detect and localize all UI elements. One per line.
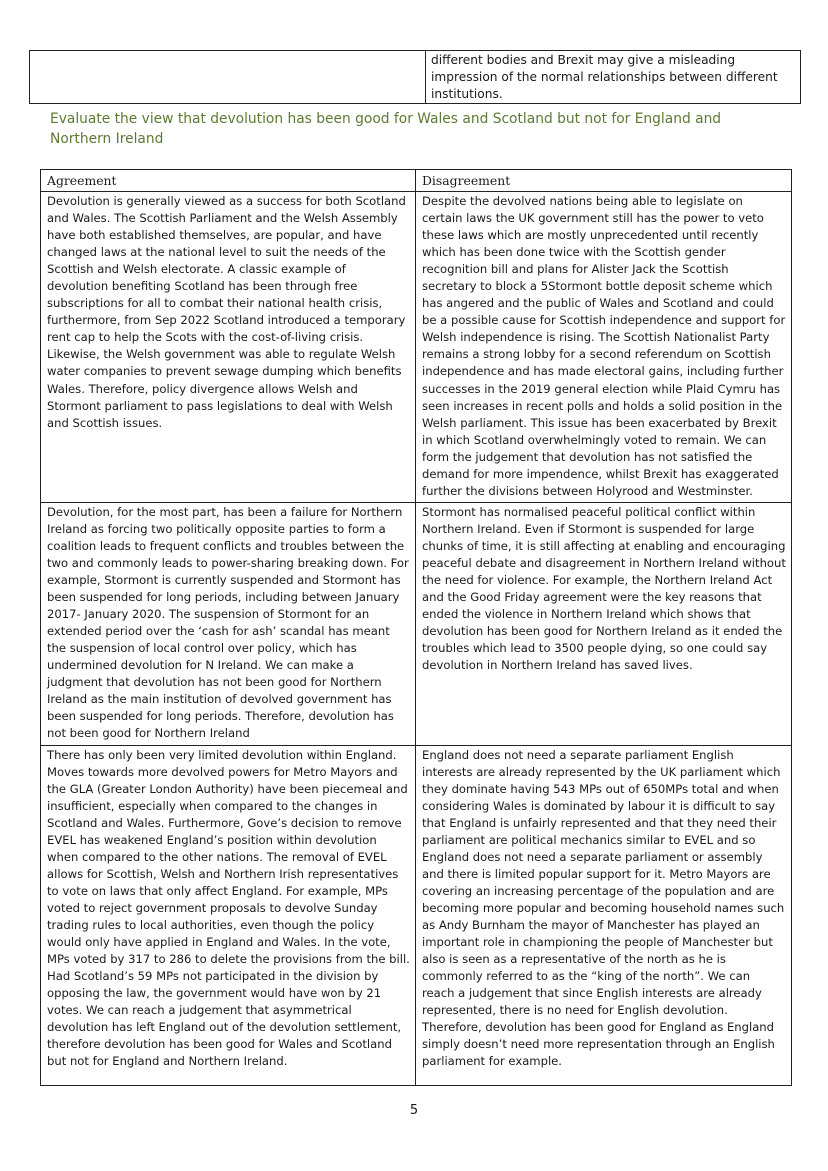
- header-agreement: Agreement: [41, 170, 416, 192]
- table-row: [41, 745, 792, 1085]
- table-header-row: [41, 170, 792, 192]
- table-row: [41, 502, 792, 745]
- continuation-empty-cell: [30, 51, 426, 103]
- header-disagreement: Disagreement: [416, 170, 792, 192]
- agreement-cell: Devolution is generally viewed as a success for both Scotland and Wales. The Scottish Parliament and the Welsh Assembly have both established themselves, are popular, and have changed laws at the national level to suit the needs of the Scottish and Welsh electorate. A classic example of devolution benefiting Scotland has been through free subscriptions for all to combat their national health crisis, furthermore, from Sep 2022 Scotland introduced a temporary rent cap to help the Scots with the cost-of-living crisis. Likewise, the Welsh government was able to regulate Welsh water companies to prevent sewage dumping which benefits Wales. Therefore, policy divergence allows Welsh and Stormont parliament to pass legislations to deal with Welsh and Scottish issues.: [41, 192, 416, 503]
- page-number: 5: [409, 1103, 419, 1118]
- continuation-table: [29, 50, 801, 104]
- disagreement-cell: Despite the devolved nations being able to legislate on certain laws the UK government still has the power to veto these laws which are mostly unprecedented until recently which has been done twice with the Scottish gender recognition bill and plans for Alister Jack the Scottish secretary to block a 5Stormont bottle deposit scheme which has angered and the public of Wales and Scotland and could be a possible cause for Scottish independence and support for Welsh independence is rising. The Scottish Nationalist Party remains a strong lobby for a second referendum on Scottish independence and has made electoral gains, including further successes in the 2019 general election while Plaid Cymru has seen increases in recent polls and holds a solid position in the Welsh parliament. This issue has been exacerbated by Brexit in which Scotland overwhelmingly voted to remain. We can form the judgement that devolution has not satisfied the demand for more impendence, whilst Brexit has exaggerated further the divisions between Holyrood and Westminster.: [416, 192, 792, 503]
- agreement-cell: There has only been very limited devolution within England. Moves towards more devolved powers for Metro Mayors and the GLA (Greater London Authority) have been piecemeal and insufficient, especially when compared to the changes in Scotland and Wales. Furthermore, Gove’s decision to remove EVEL has weakened England’s position within devolution when compared to the other nations. The removal of EVEL allows for Scottish, Welsh and Northern Irish representatives to vote on laws that only affect England. For example, MPs voted to reject government proposals to devolve Sunday trading rules to local authorities, even though the policy would only have applied in England and Wales. In the vote, MPs voted by 317 to 286 to delete the provisions from the bill. Had Scotland’s 59 MPs not participated in the division by opposing the law, the government would have won by 21 votes. We can reach a judgement that asymmetrical devolution has left England out of the devolution settlement, therefore devolution has been good for Wales and Scotland but not for England and Northern Ireland.: [41, 745, 416, 1085]
- agreement-cell: Devolution, for the most part, has been a failure for Northern Ireland as forcing two politically opposite parties to form a coalition leads to frequent conflicts and troubles between the two and commonly leads to power-sharing breaking down. For example, Stormont is currently suspended and Stormont has been suspended for long periods, including between January 2017- January 2020. The suspension of Stormont for an extended period over the ‘cash for ash’ scandal has meant the suspension of local control over policy, which has undermined devolution for N Ireland. We can make a judgment that devolution has not been good for Northern Ireland as the main institution of devolved government has been suspended for long periods. Therefore, devolution has not been good for Northern Ireland: [41, 502, 416, 745]
- disagreement-cell: England does not need a separate parliament English interests are already represented by the UK parliament which they dominate having 543 MPs out of 650MPs total and when considering Wales is dominated by labour it is difficult to say that England is unfairly represented and that they need their parliament are political mechanics similar to EVEL and so England does not need a separate parliament or assembly and there is limited popular support for it. Metro Mayors are covering an increasing percentage of the population and are becoming more popular and becoming household names such as Andy Burnham the mayor of Manchester has played an important role in championing the people of Manchester but also is seen as a representative of the north as he is commonly referred to as the “king of the north”. We can reach a judgement that since English interests are already represented, there is no need for English devolution. Therefore, devolution has been good for England as England simply doesn’t need more representation through an English parliament for example.: [416, 745, 792, 1085]
- disagreement-cell: Stormont has normalised peaceful political conflict within Northern Ireland. Even if Stormont is suspended for large chunks of time, it is still affecting at enabling and encouraging peaceful debate and disagreement in Northern Ireland without the need for violence. For example, the Northern Ireland Act and the Good Friday agreement were the key reasons that ended the violence in Northern Ireland which shows that devolution has been good for Northern Ireland as it ended the troubles which lead to 3500 people dying, so one could say devolution in Northern Ireland has saved lives.: [416, 502, 792, 745]
- continuation-cell: different bodies and Brexit may give a misleading impression of the normal relationships between different institutions.: [431, 53, 778, 102]
- table-row: [41, 192, 792, 503]
- essay-question: Evaluate the view that devolution has been good for Wales and Scotland but not for England and Northern Ireland: [50, 111, 722, 147]
- evaluation-table: [40, 169, 792, 1086]
